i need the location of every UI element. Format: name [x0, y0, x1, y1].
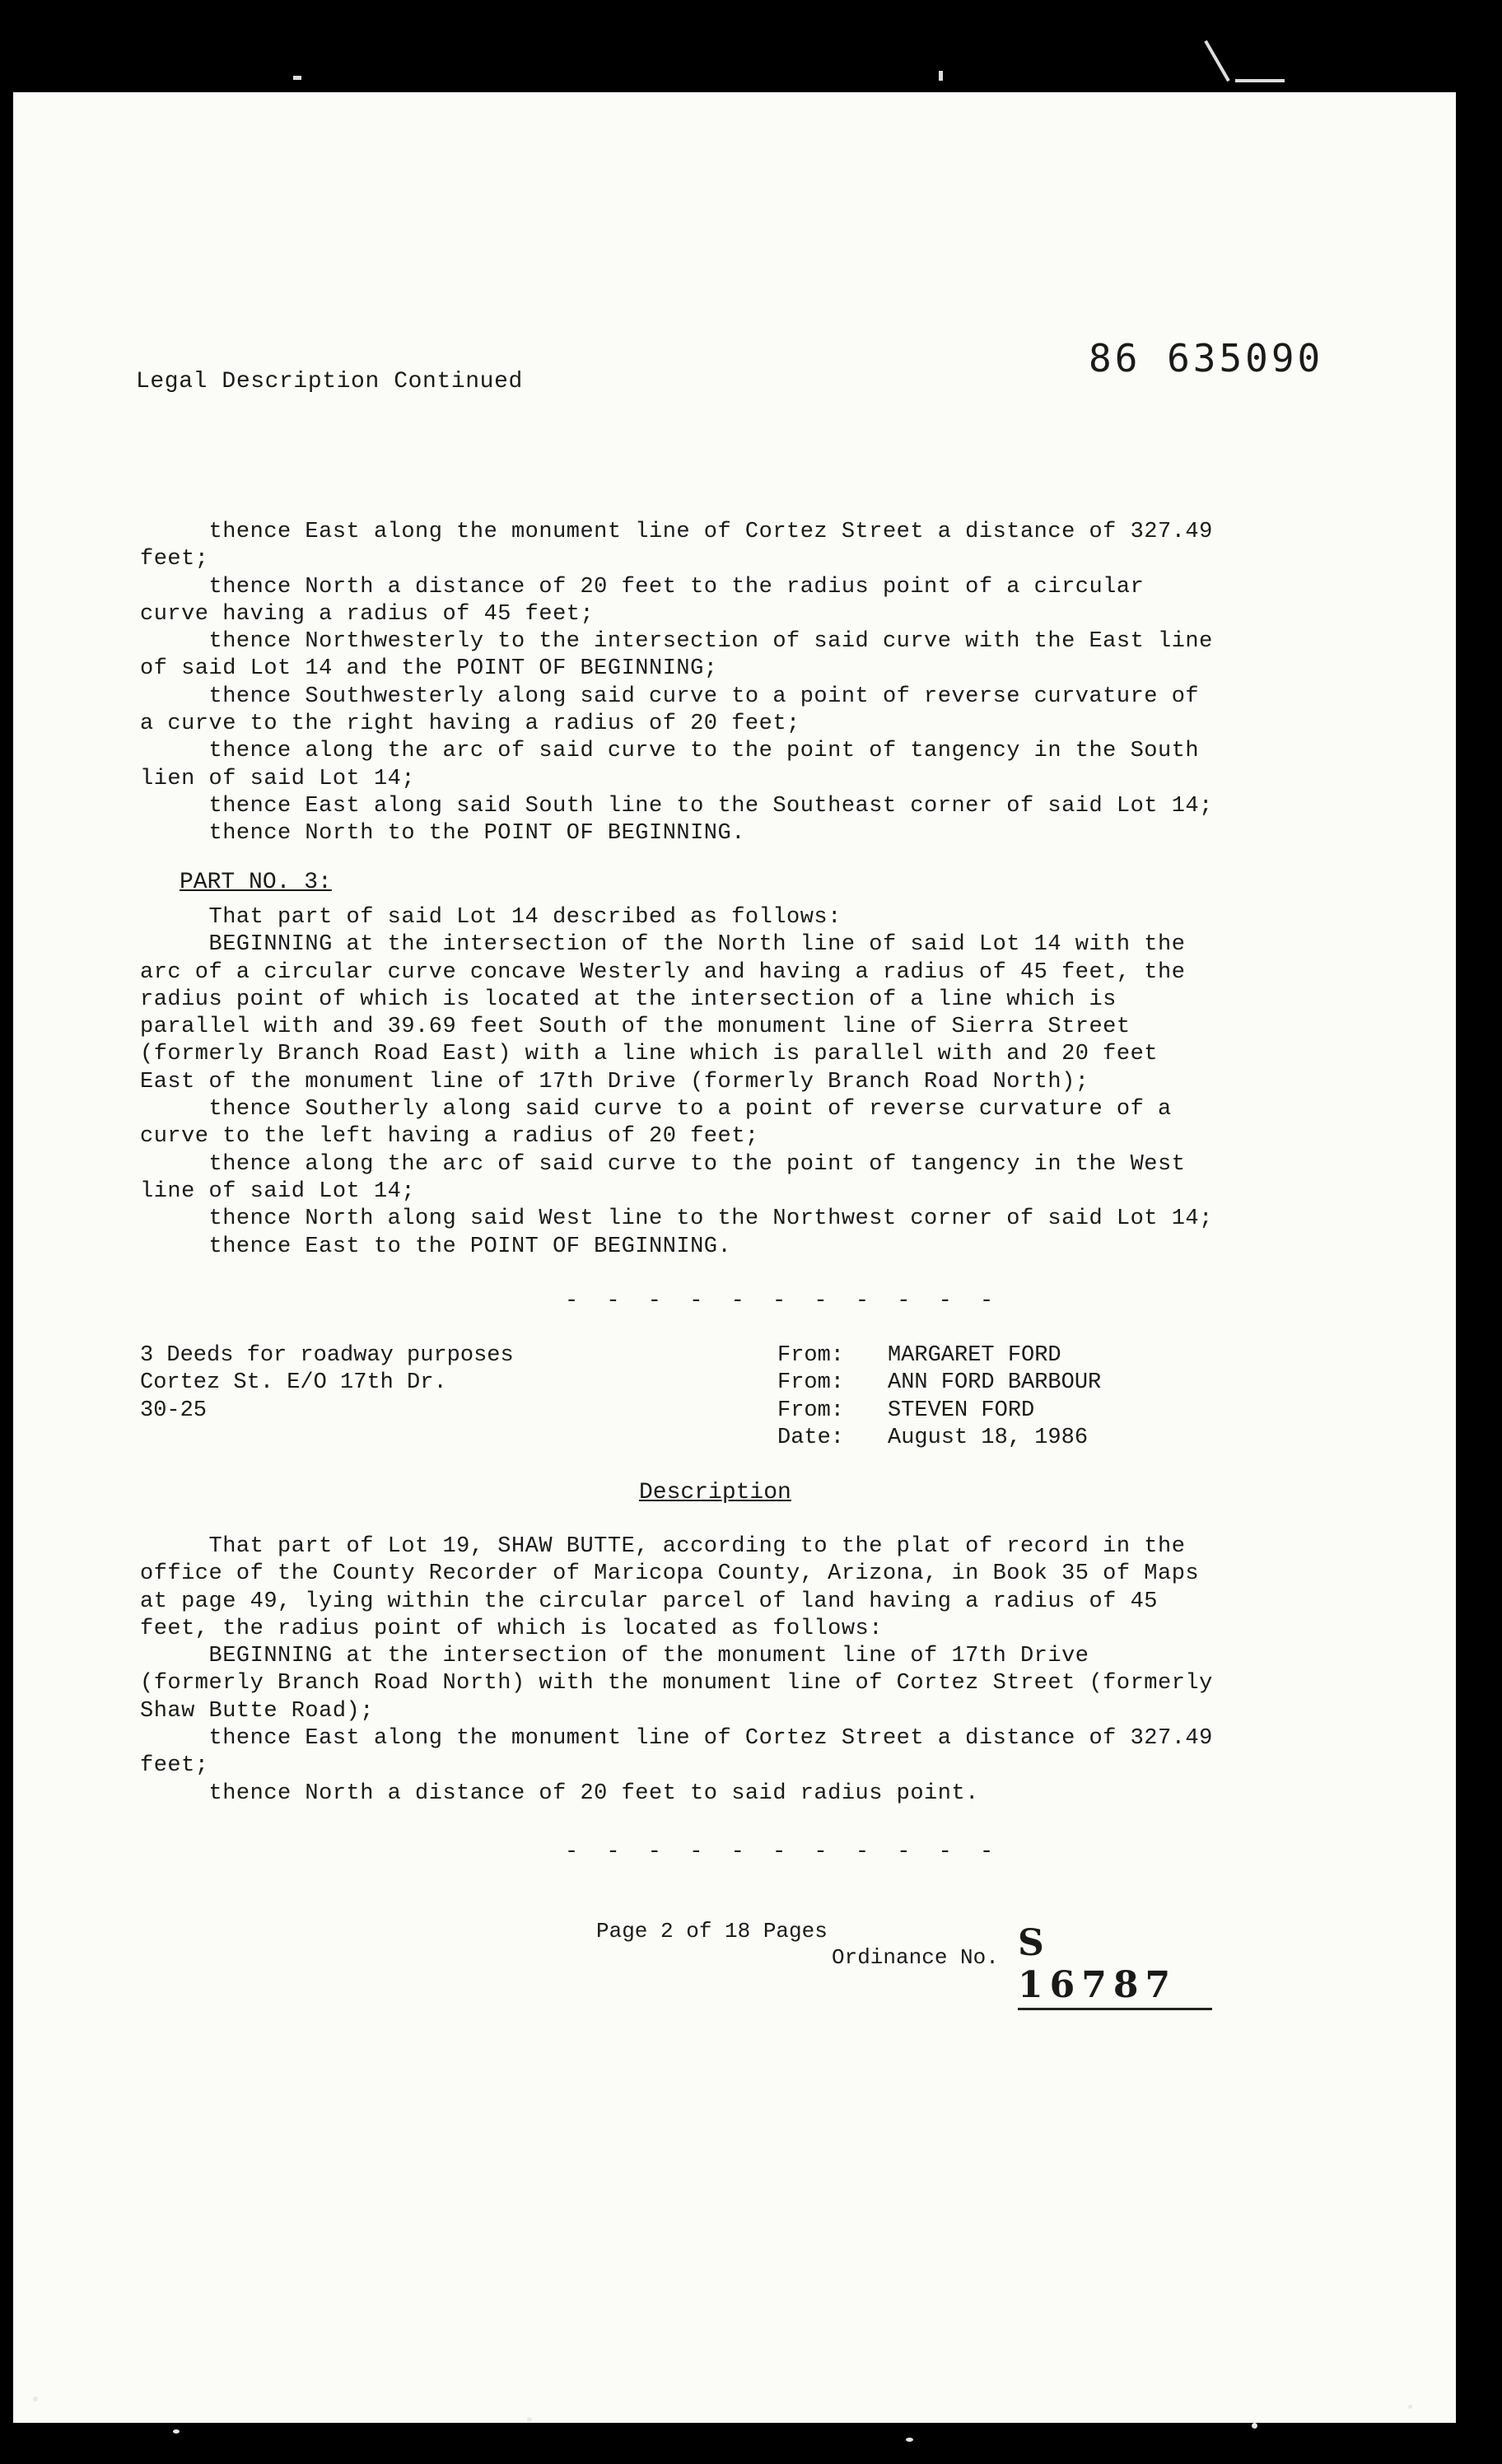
deed-info-key: From:	[777, 1398, 845, 1423]
separator-dashes: - - - - - - - - - - -	[565, 1289, 1001, 1314]
text-line: arc of a circular curve concave Westerly and having a radius of 45 feet, the	[140, 959, 1186, 985]
description-body	[140, 1533, 1293, 1808]
deed-info-line: 3 Deeds for roadway purposes	[140, 1343, 514, 1368]
text-line: thence North a distance of 20 feet to the radius point of a circular	[140, 574, 1145, 600]
description-heading: Description	[639, 1480, 791, 1505]
text-line: Shaw Butte Road);	[140, 1698, 374, 1724]
deed-info-value: August 18, 1986	[888, 1425, 1089, 1450]
scan-speck	[1408, 2405, 1412, 2409]
text-line: curve to the left having a radius of 20 feet;	[140, 1124, 759, 1150]
text-line: thence along the arc of said curve to the point of tangency in the West	[140, 1151, 1186, 1177]
text-line: a curve to the right having a radius of 20 feet;	[140, 712, 800, 737]
text-line: parallel with and 39.69 feet South of the monument line of Sierra Street	[140, 1015, 1131, 1040]
text-line: thence North a distance of 20 feet to said radius point.	[140, 1780, 979, 1806]
ordinance-label: Ordinance No.	[832, 1945, 999, 1970]
scan-speck	[906, 2438, 913, 2442]
separator-dashes: - - - - - - - - - - -	[565, 1840, 1001, 1864]
text-line: thence North to the POINT OF BEGINNING.	[140, 821, 745, 847]
text-line: (formerly Branch Road North) with the monument line of Cortez Street (formerly	[140, 1671, 1213, 1696]
text-line: thence East along said South line to the Southeast corner of said Lot 14;	[140, 793, 1213, 819]
text-line: thence North along said West line to the Northwest corner of said Lot 14;	[140, 1206, 1213, 1232]
text-line: feet;	[140, 1753, 209, 1779]
legal-description-continued	[140, 519, 1293, 848]
text-line: lien of said Lot 14;	[140, 766, 416, 791]
text-line: thence East along the monument line of Cortez Street a distance of 327.49	[140, 520, 1213, 544]
text-line: thence along the arc of said curve to the point of tangency in the South	[140, 739, 1200, 764]
deed-info-row	[777, 1398, 1101, 1425]
scan-artifact	[1235, 79, 1285, 82]
deed-info-value: MARGARET FORD	[888, 1343, 1061, 1368]
text-line: That part of Lot 19, SHAW BUTTE, according to the plat of record in the	[140, 1534, 1186, 1559]
deed-info-key: From:	[777, 1370, 845, 1396]
scan-speck	[527, 2417, 532, 2422]
deed-info-value: ANN FORD BARBOUR	[888, 1370, 1102, 1396]
text-line: (formerly Branch Road East) with a line which is parallel with and 20 feet	[140, 1042, 1158, 1067]
part-3-heading: PART NO. 3:	[180, 870, 332, 895]
text-line: thence Southwesterly along said curve to a point of reverse curvature of	[140, 684, 1200, 709]
scan-speck	[33, 2396, 38, 2401]
page-number: Page 2 of 18 Pages	[596, 1919, 828, 1944]
text-line: thence East along the monument line of Cortez Street a distance of 327.49	[140, 1726, 1213, 1752]
deed-info-key: Date:	[777, 1425, 845, 1450]
scan-speck	[1252, 2423, 1257, 2429]
text-line: feet, the radius point of which is located as follows:	[140, 1616, 883, 1641]
deed-info-row	[777, 1370, 1101, 1397]
text-line: BEGINNING at the intersection of the North line of said Lot 14 with the	[140, 932, 1186, 958]
text-line: East of the monument line of 17th Drive (formerly Branch Road North);	[140, 1069, 1089, 1094]
deed-info-line: 30-25	[140, 1398, 208, 1423]
text-line: That part of said Lot 14 described as follows:	[140, 905, 842, 930]
deed-info-right	[777, 1342, 1101, 1452]
document-number: 86 635090	[1089, 336, 1324, 380]
scan-artifact	[293, 76, 301, 80]
scan-speck	[173, 2429, 180, 2434]
ordinance-number: S 16787	[1018, 1922, 1212, 2010]
text-line: line of said Lot 14;	[140, 1178, 416, 1204]
deed-info-row	[777, 1425, 1101, 1452]
deed-info-row	[777, 1342, 1101, 1370]
text-line: curve having a radius of 45 feet;	[140, 601, 595, 627]
scan-artifact	[939, 71, 943, 81]
text-line: office of the County Recorder of Maricopa County, Arizona, in Book 35 of Maps	[140, 1561, 1200, 1587]
text-line: at page 49, lying within the circular parcel of land having a radius of 45	[140, 1589, 1158, 1614]
text-line: thence Northwesterly to the intersection of said curve with the East line	[140, 629, 1213, 655]
part-3-body	[140, 904, 1293, 1261]
text-line: thence East to the POINT OF BEGINNING.	[140, 1234, 732, 1259]
section-header: Legal Description Continued	[136, 369, 523, 394]
deed-info-value: STEVEN FORD	[888, 1398, 1035, 1423]
text-line: radius point of which is located at the intersection of a line which is	[140, 987, 1117, 1012]
text-line: feet;	[140, 547, 209, 572]
scan-artifact	[1204, 40, 1229, 82]
deed-info-line: Cortez St. E/O 17th Dr.	[140, 1370, 447, 1396]
deed-info-key: From:	[777, 1343, 845, 1368]
text-line: BEGINNING at the intersection of the monument line of 17th Drive	[140, 1644, 1089, 1669]
text-line: of said Lot 14 and the POINT OF BEGINNING;	[140, 656, 718, 682]
deed-info-left	[140, 1342, 514, 1425]
text-line: thence Southerly along said curve to a point of reverse curvature of a	[140, 1097, 1172, 1122]
